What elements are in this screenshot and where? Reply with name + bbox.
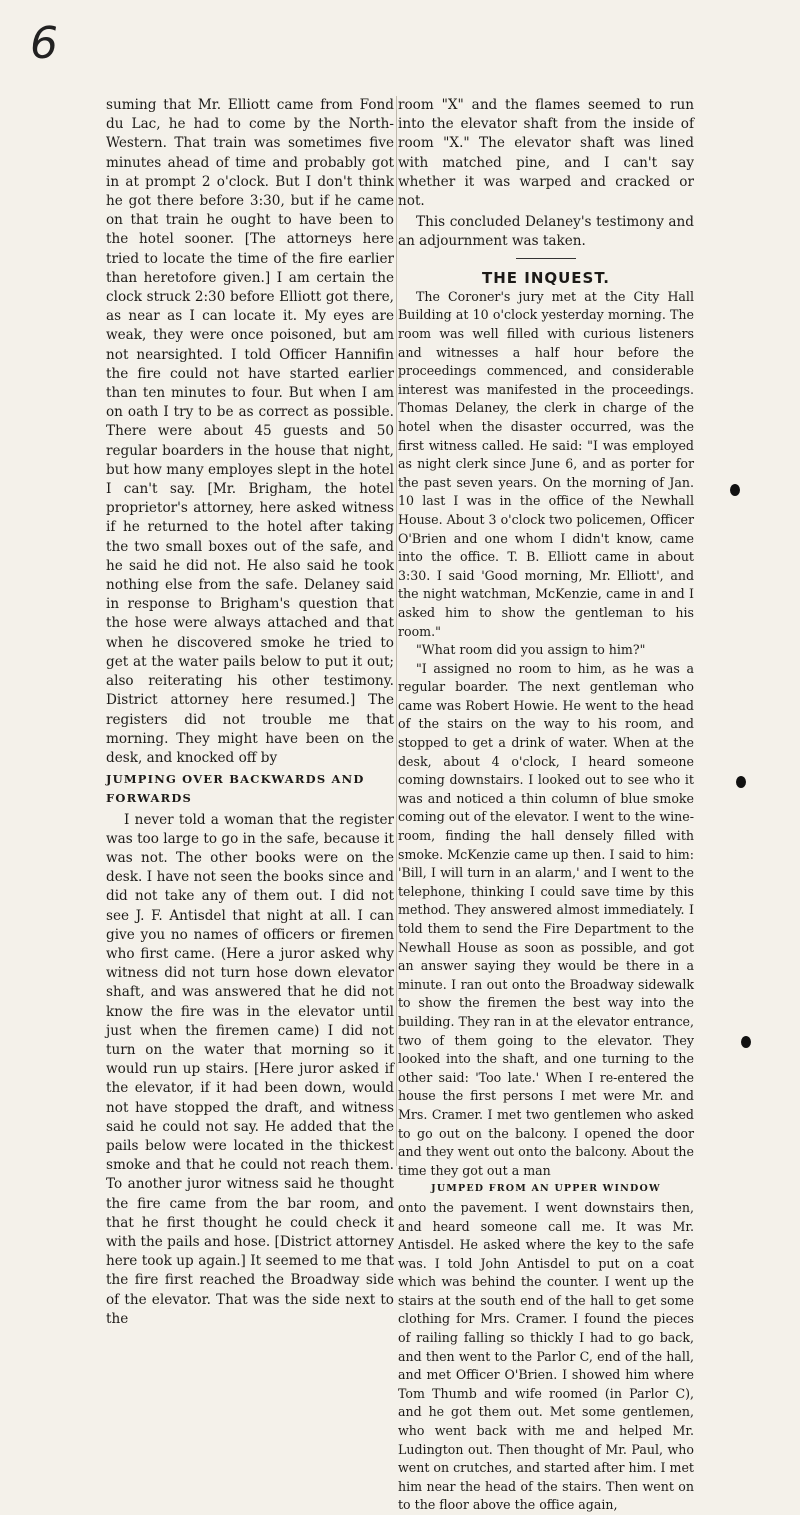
section-rule	[516, 258, 576, 259]
inquest-subhead: JUMPED FROM AN UPPER WINDOW	[431, 1183, 661, 1195]
inquest-paragraph: "I assigned no room to him, as he was a regular boarder. The next gentleman who came was Robert Howie. He went to the head of the stairs on the way to his room, and stopped to get a drink of water. When at the desk, about 4 o'clock, I heard someone coming downstairs. I looked out to see who it was and noticed a thin column of blue smoke coming out of the elevator. I went to the wine-room, finding the hall densely filled with smoke. McKenzie came up then. I said to him: 'Bill, I will turn in an alarm,' and I went to the telephone, thinking I could save time by this method. They answered almost immediately. I told them to send the Fire Department to the Newhall House as soon as possible, and got an answer saying they would be there in a minute. I ran out onto the Broadway sidewalk to show the firemen the best way into the building. They ran in at the elevator entrance, two of them going to the elevator. They looked into the shaft, and one turning to the other said: 'Too late.' When I re-entered the house the first persons I met were Mr. and Mrs. Cramer. I met two gentlemen who asked to go out on the balcony. I opened the door and they went out onto the balcony. About the time they got out a man	[398, 660, 694, 1178]
inquest-body	[398, 288, 694, 1515]
right-column	[398, 96, 694, 1515]
continuation-paragraph: room "X" and the flames seemed to run into the elevator shaft from the inside of room "X." The elevator shaft was lined with matched pine, and I can't say whether it was warped and cracked or not.	[398, 97, 694, 210]
left-paragraph: suming that Mr. Elliott came from Fond du Lac, he had to come by the North-Western. That train was sometimes five minutes ahead of time and probably got in at prompt 2 o'clock. But I don't think he got there before 3:30, but if he came on that train he ought to have been to the hotel sooner. [The attorneys here tried to locate the time of the fire earlier than heretofore given.] I am certain the clock struck 2:30 before Elliott got there, as near as I can locate it. My eyes are weak, they were once poisoned, but am not nearsighted. I told Officer Hannifin the fire could not have started earlier than ten minutes to four. But when I am on oath I try to be as correct as possible. There were about 45 guests and 50 regular boarders in the house that night, but how many employes slept in the hotel I can't say. [Mr. Brigham, the hotel proprietor's attorney, here asked witness if he returned to the hotel after taking the two small boxes out of the safe, and he said he did not. He also said he took nothing else from the safe. Delaney said in response to Brigham's question that the hose were always attached and that when he discovered smoke he tried to get at the water pails below to put it out; also reiterating his other testimony. District attorney here resumed.] The registers did not trouble me that morning. They might have been on the desk, and knocked off by	[106, 97, 394, 766]
left-paragraph: I never told a woman that the register was too large to go in the safe, because it was not. The other books were on the desk. I have not seen the books since and did not take any of them out. I did not see J. F. Antisdel that night at all. I can give you no names of officers or firemen who first came. (Here a juror asked why witness did not turn hose down elevator shaft, and was answered that he did not know the fire was in the elevator until just when the firemen came) I did not turn on the water that morning so it would run up stairs. [Here juror asked if the elevator, if it had been down, would not have stopped the draft, and witness said he could not say. He added that the pails below were located in the thickest smoke and that he could not reach them. To another juror witness said he thought the fire came from the bar room, and that he first thought he could check it with the pails and hose. [District attorney here took up again.] It seemed to me that the fire first reached the Broadway side of the elevator. That was the side next to the	[106, 811, 394, 1327]
conclusion-paragraph: This concluded Delaney's testimony and an adjournment was taken.	[398, 214, 694, 250]
page-number: 6	[30, 18, 58, 69]
inquest-paragraph: onto the pavement. I went downstairs then, and heard someone call me. It was Mr. Antisdel. He asked where the key to the safe was. I told John Antisdel to put on a coat which was behind the counter. I went up the stairs at the south end of the hall to get some clothing for Mrs. Cramer. I found the pieces of railing falling so thickly I had to go back, and then went to the Parlor C, end of the hall, and met Officer O'Brien. I showed him where Tom Thumb and wife roomed (in Parlor C), and he got them out. Met some gentlemen, who went back with me and helped Mr. Ludington out. Then thought of Mr. Paul, who went on crutches, and started after him. I met him near the head of the stairs. Then went on to the floor above the office again,	[398, 1199, 694, 1513]
binding-hole	[736, 776, 746, 788]
binding-hole	[730, 484, 740, 496]
inquest-paragraph: The Coroner's jury met at the City Hall Building at 10 o'clock yesterday morning. The room was well filled with curious listeners and witnesses a half hour before the proceedings commenced, and considerable interest was manifested in the proceedings. Thomas Delaney, the clerk in charge of the hotel when the disaster occurred, was the first witness called. He said: "I was employed as night clerk since June 6, and as porter for the past seven years. On the morning of Jan. 10 last I was in the office of the Newhall House. About 3 o'clock two policemen, Officer O'Brien and one whom I didn't know, came into the office. T. B. Elliott came in about 3:30. I said 'Good morning, Mr. Elliott', and the night watchman, McKenzie, came in and I asked him to show the gentleman to his room."	[398, 288, 694, 639]
section-headline: THE INQUEST.	[481, 268, 611, 287]
left-subhead: JUMPING OVER BACKWARDS AND FORWARDS	[106, 772, 365, 806]
inquest-question: "What room did you assign to him?"	[416, 642, 646, 658]
binding-hole	[741, 1036, 751, 1048]
column-divider	[396, 96, 397, 1166]
left-column	[106, 96, 394, 1329]
